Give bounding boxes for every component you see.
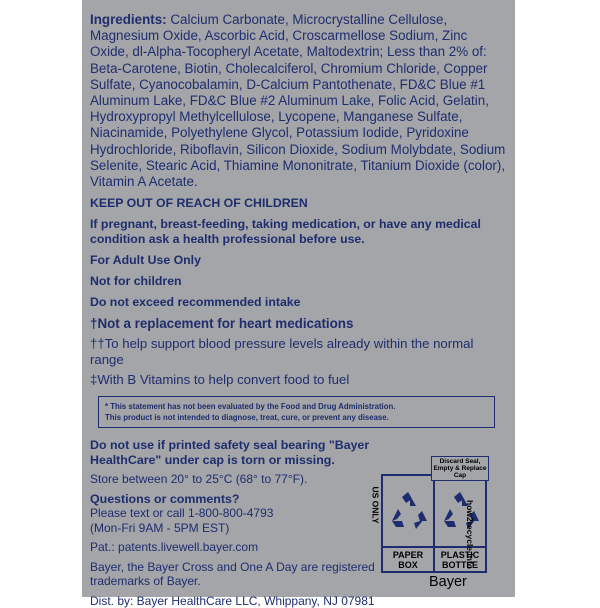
plastic-bottle-label xyxy=(435,548,487,573)
recycle-icon-paper xyxy=(383,476,433,546)
ingredients-label: Ingredients: xyxy=(90,12,167,27)
patents-line: Pat.: patents.livewell.bayer.com xyxy=(90,540,259,555)
fda-disclaimer-box xyxy=(98,396,495,428)
fda-line-1: * This statement has not been evaluated by the Food and Drug Administration. xyxy=(105,402,396,412)
call-line: Please text or call 1-800-800-4793 xyxy=(90,506,274,521)
not-for-children: Not for children xyxy=(90,274,182,289)
hours-line: (Mon-Fri 9AM - 5PM EST) xyxy=(90,520,230,535)
ingredients-list: Calcium Carbonate, Microcrystalline Cellulose, Magnesium Oxide, Ascorbic Acid, Croscarmellose Sodium, Zinc Oxide, dl-Alpha-Tocopheryl Acetate, Maltodextrin; Less than 2% of: Beta-Carotene, Biotin, Cholecalciferol, Chromium Chloride, Copper Sulfate, Cyanocobalamin, D-Calcium Pantothenate, FD&C Blue #1 Aluminum Lake, FD&C Blue #2 Aluminum Lake, Folic Acid, Gelatin, Hydroxypropyl Methylcellulose, Lycopene, Manganese Sulfate, Niacinamide, Polyethylene Glycol, Potassium Iodide, Pyridoxine Hydrochloride, Riboflavin, Silicon Dioxide, Sodium Molybdate, Sodium Selenite, Stearic Acid, Thiamine Mononitrate, Titanium Dioxide (color), Vitamin A Acetate. xyxy=(90,12,506,190)
plastic-label: PLASTIC xyxy=(440,550,480,560)
bottle-label: BOTTLE xyxy=(442,560,478,570)
box-label: BOX xyxy=(398,560,418,570)
us-only-label: US ONLY xyxy=(370,486,381,524)
claim-ddagger: ‡With B Vitamins to help convert food to fuel xyxy=(90,372,350,388)
bayer-brand: Bayer xyxy=(429,574,467,590)
claim-double-dagger: ††To help support blood pressure levels already within the normal range xyxy=(90,336,474,368)
how2recycle-label: how2recycle.info xyxy=(465,500,475,569)
do-not-exceed: Do not exceed recommended intake xyxy=(90,295,301,310)
recycle-panel xyxy=(367,458,507,590)
distributor-line: Dist. by: Bayer HealthCare LLC, Whippany, NJ 07981 xyxy=(90,593,375,608)
safety-seal: Do not use if printed safety seal bearing "Bayer HealthCare" under cap is torn or missing. xyxy=(90,438,370,467)
paper-box-label xyxy=(381,548,435,573)
fda-line-2: This product is not intended to diagnose, treat, cure, or prevent any disease. xyxy=(105,413,389,423)
trademark-line: Bayer, the Bayer Cross and One A Day are registered trademarks of Bayer. xyxy=(90,559,375,589)
ingredients-text xyxy=(90,12,507,190)
storage: Store between 20° to 25°C (68° to 77°F). xyxy=(90,472,308,487)
keep-out-warning: KEEP OUT OF REACH OF CHILDREN xyxy=(90,196,308,211)
bottom-left-info xyxy=(90,438,380,608)
recycle-icon-plastic xyxy=(433,476,485,546)
adult-use: For Adult Use Only xyxy=(90,253,201,268)
paper-label: PAPER xyxy=(392,550,424,560)
discard-seal-label: Discard Seal, Empty & Replace Cap xyxy=(431,456,489,481)
questions-heading: Questions or comments? xyxy=(90,491,240,506)
claim-dagger: †Not a replacement for heart medications xyxy=(90,316,354,332)
pregnant-warning: If pregnant, breast-feeding, taking medication, or have any medical condition ask a health professional before use. xyxy=(90,217,481,247)
